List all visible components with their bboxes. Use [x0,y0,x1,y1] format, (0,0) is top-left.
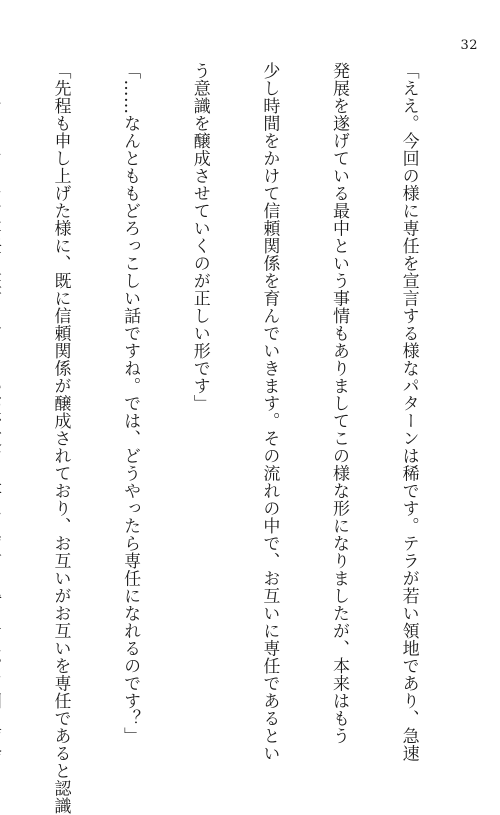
body-text [50,62,466,815]
text-line: 発展を遂げている最中という事情もありましてこの様な形になりましたが、本来はもう [328,62,349,745]
text-line: う意識を醸成させていくのが正しい形です」 [189,62,210,412]
text-line: 「ええ。今回の様に専任を宣言する様なパターンは稀です。テラが若い領地であり、急速 [398,62,419,762]
text-line: 「先程も申し上げた様に、既に信頼関係が醸成されており、お互いがお互いを専任であると認識 [50,62,71,815]
page-number: 32 [460,38,478,53]
text-line: 少し時間をかけて信頼関係を育んでいきます。その流れの中で、お互いに専任であるとい [259,62,280,762]
text-line: 「……なんとももどろっこしい話ですね。では、どうやったら専任になれるのです？」 [120,62,141,745]
text-line [0,62,2,662]
